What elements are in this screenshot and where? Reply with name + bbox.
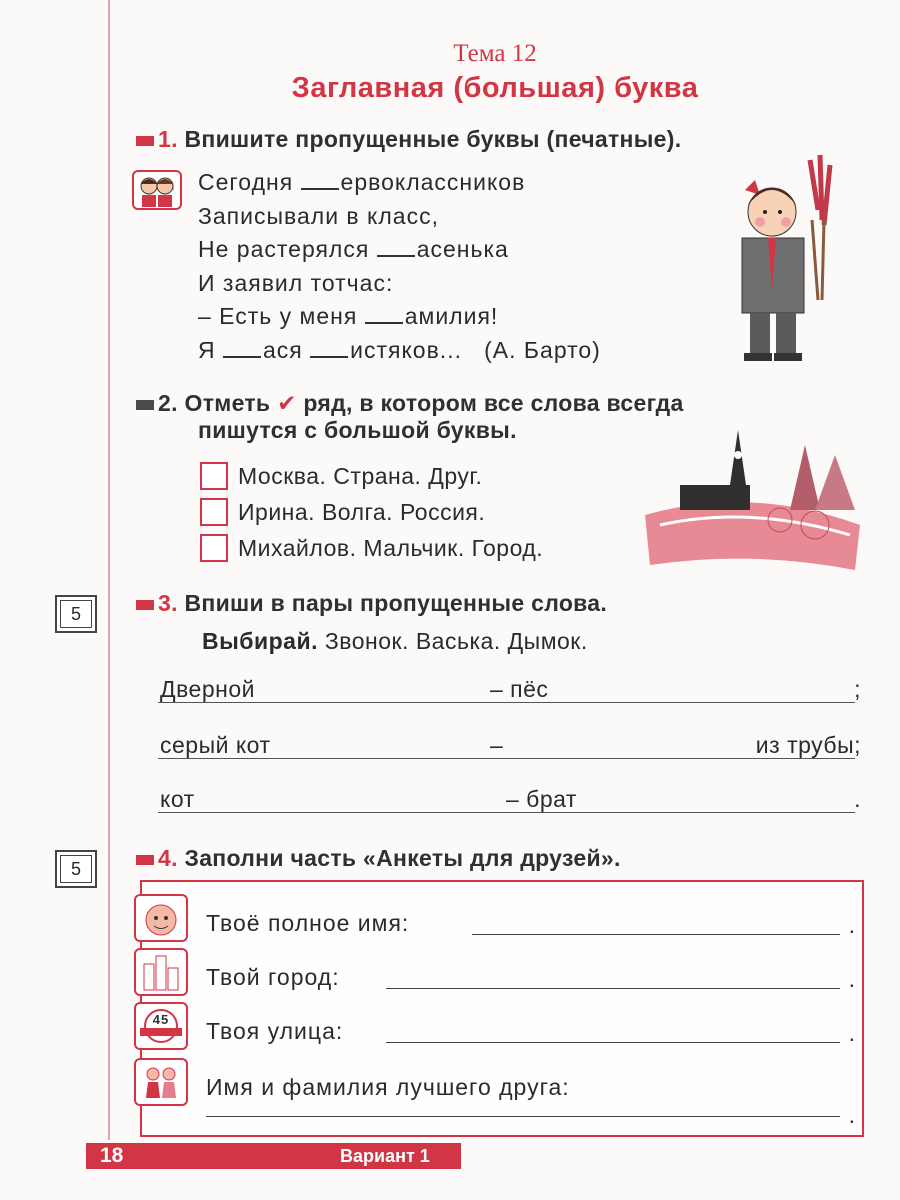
poem-line-2: [198, 200, 601, 234]
poem-line-6: [198, 334, 601, 368]
form-row-city: Твой город: .: [142, 948, 862, 1002]
fill-middle: – брат: [506, 786, 577, 812]
page-number: 18: [100, 1144, 124, 1167]
task1-instruction: Впишите пропущенные буквы (печатные).: [184, 126, 682, 152]
task3-number: 3.: [158, 590, 178, 616]
task2-instruction-a: Отметь: [184, 390, 271, 416]
city-icon: [134, 948, 188, 996]
form-row-friend: Имя и фамилия лучшего друга: .: [142, 1058, 862, 1134]
form-row-name: Твоё полное имя: .: [142, 894, 862, 948]
fill-row[interactable]: [130, 786, 865, 826]
task4-heading: [136, 845, 621, 872]
option-label: Михайлов. Мальчик. Город.: [238, 535, 544, 561]
face-icon: [134, 894, 188, 942]
poem-text: Сегодня: [198, 169, 301, 195]
poem-line-4: [198, 267, 601, 301]
fill-middle: –: [490, 732, 504, 758]
schoolboy-illustration: [700, 150, 850, 365]
fill-right: .: [854, 786, 861, 812]
option-checkbox[interactable]: [200, 498, 228, 526]
task2-number: 2.: [158, 390, 178, 416]
task-marker: [136, 400, 154, 410]
option-row: [200, 494, 543, 530]
checkmark-icon: ✔: [277, 390, 297, 416]
option-checkbox[interactable]: [200, 462, 228, 490]
poem-text: истяков... (А. Барто): [350, 336, 601, 363]
score-box[interactable]: 5: [55, 850, 97, 888]
task-marker: [136, 136, 154, 146]
friends-icon: [134, 1058, 188, 1106]
poem-line-1: [198, 166, 601, 200]
variant-label: Вариант 1: [340, 1146, 430, 1166]
fill-right: из трубы;: [755, 732, 861, 758]
answer-options: [200, 458, 543, 566]
letter-blank[interactable]: [301, 170, 339, 190]
fill-row[interactable]: [130, 732, 865, 772]
margin-line: [108, 0, 110, 1140]
poem-text: Не растерялся: [198, 236, 377, 262]
pair-work-icon: [132, 170, 182, 210]
task4-number: 4.: [158, 845, 178, 871]
poem-text: – Есть у меня: [198, 303, 365, 329]
task3-instruction: Впиши в пары пропущенные слова.: [184, 590, 608, 616]
poem-text: ервоклассников: [340, 169, 526, 195]
task3-heading: [136, 590, 607, 617]
option-row: [200, 530, 543, 566]
task1-heading: [136, 126, 681, 153]
poem-text: И заявил тотчас:: [198, 269, 394, 296]
task1-number: 1.: [158, 126, 178, 152]
task4-instruction: Заполни часть «Анкеты для друзей».: [184, 845, 621, 871]
fill-left: кот: [160, 786, 195, 812]
letter-blank[interactable]: [310, 338, 348, 358]
street-input-line[interactable]: [386, 1042, 840, 1043]
word-bank: [202, 628, 588, 655]
word-bank-words: Звонок. Васька. Дымок.: [324, 628, 588, 654]
topic-label: Тема 12: [453, 40, 537, 67]
poem-line-3: [198, 233, 601, 267]
word-bank-bold: Выбирай.: [202, 628, 318, 654]
field-label: Твоя улица:: [206, 1018, 344, 1044]
poem-text: амилия!: [404, 303, 499, 329]
letter-blank[interactable]: [377, 237, 415, 257]
poem-line-5: [198, 300, 601, 334]
field-label: Твой город:: [206, 964, 340, 990]
task2-instruction-b: ряд, в котором все слова всегда: [303, 390, 684, 416]
field-label: Твоё полное имя:: [206, 910, 410, 936]
poem-text: Я: [198, 336, 223, 363]
house-number: 45: [152, 1012, 170, 1027]
task-marker: [136, 600, 154, 610]
poem-text: асенька: [416, 236, 509, 262]
option-label: Ирина. Волга. Россия.: [238, 499, 486, 525]
page-title: Заглавная (большая) буква: [291, 72, 699, 104]
fill-right: ;: [854, 676, 861, 702]
field-label: Имя и фамилия лучшего друга:: [206, 1074, 570, 1100]
option-row: [200, 458, 543, 494]
fill-left: серый кот: [160, 732, 271, 758]
fill-middle: – пёс: [490, 676, 549, 702]
letter-blank[interactable]: [365, 304, 403, 324]
friend-input-line[interactable]: [206, 1116, 840, 1117]
option-label: Москва. Страна. Друг.: [238, 463, 483, 489]
task2-instruction-c: пишутся с большой буквы.: [198, 417, 517, 443]
house-number-icon: [134, 1002, 188, 1050]
name-input-line[interactable]: [472, 934, 840, 935]
letter-blank[interactable]: [223, 338, 261, 358]
task-marker: [136, 855, 154, 865]
city-input-line[interactable]: [386, 988, 840, 989]
friends-questionnaire: [140, 880, 864, 1137]
form-row-street: 45 Твоя улица: .: [142, 1002, 862, 1056]
score-box[interactable]: 5: [55, 595, 97, 633]
fill-left: Дверной: [160, 676, 255, 702]
poem-text: Записывали в класс,: [198, 202, 439, 229]
fill-row[interactable]: [130, 676, 865, 716]
option-checkbox[interactable]: [200, 534, 228, 562]
poem: [198, 166, 601, 367]
poem-text: ася: [263, 336, 311, 363]
kremlin-illustration: [640, 425, 865, 575]
